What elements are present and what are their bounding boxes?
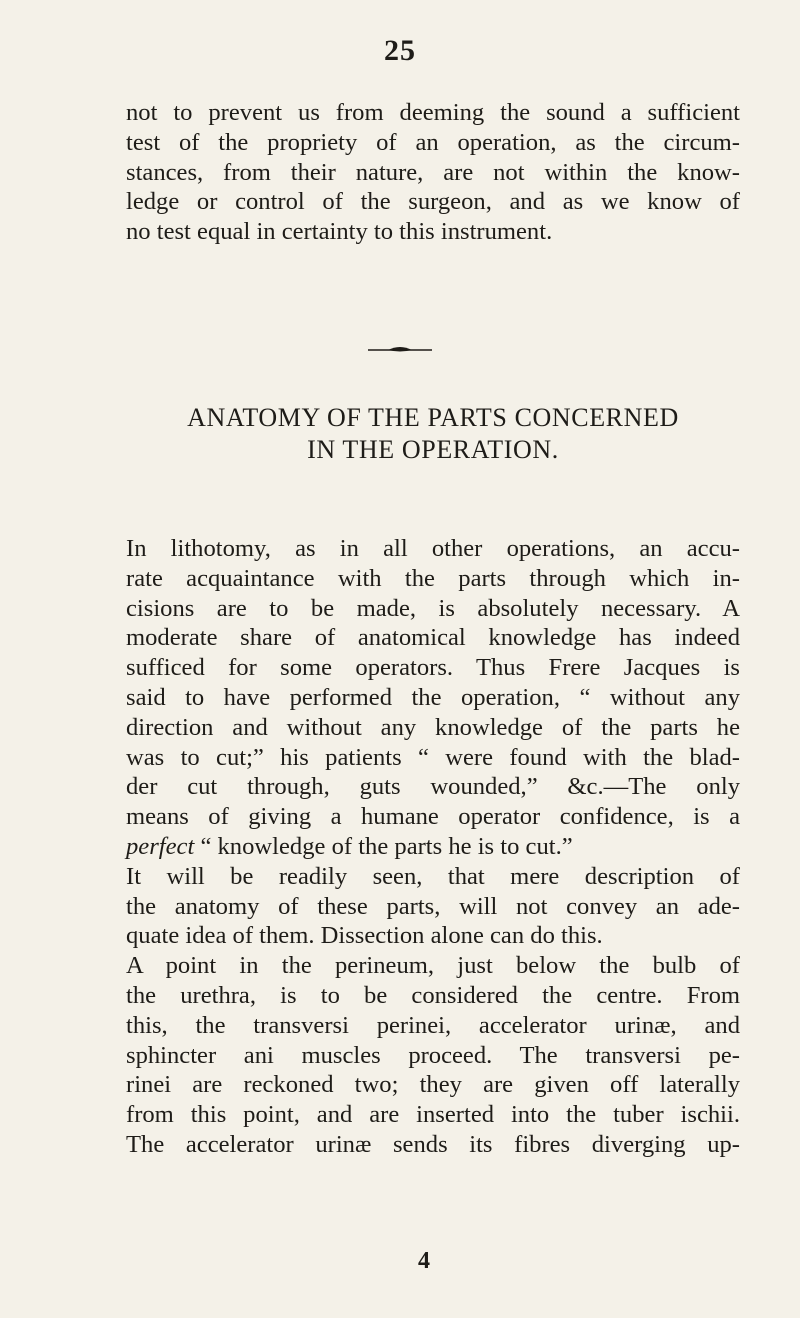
- signature-mark: 4: [418, 1248, 430, 1274]
- italic-word: perfect: [126, 832, 195, 860]
- text-line: was to cut;” his patients “ were found with the blad-: [126, 743, 740, 771]
- text-line: the urethra, is to be considered the centre. From: [126, 981, 740, 1009]
- text-line: der cut through, guts wounded,” &c.—The only: [126, 773, 740, 801]
- text-line: rinei are reckoned two; they are given off laterally: [126, 1071, 740, 1099]
- text-line: from this point, and are inserted into the tuber ischii.: [126, 1101, 740, 1129]
- text-line: ledge or control of the surgeon, and as we know of: [126, 188, 740, 216]
- text-line: cisions are to be made, is absolutely necessary. A: [126, 594, 740, 622]
- heading-line-1: ANATOMY OF THE PARTS CONCERNED: [187, 403, 679, 432]
- text-line: rate acquaintance with the parts through which in-: [126, 564, 740, 592]
- page-number: 25: [384, 34, 416, 67]
- text-line: sphincter ani muscles proceed. The transversi pe-: [126, 1041, 740, 1069]
- text-line: moderate share of anatomical knowledge has indeed: [126, 624, 740, 652]
- text-line: the anatomy of these parts, will not convey an ade-: [126, 892, 740, 920]
- text-line: [126, 832, 740, 862]
- opening-paragraph: [126, 98, 740, 247]
- heading-line-2: IN THE OPERATION.: [307, 435, 559, 464]
- text-line: test of the propriety of an operation, as the circum-: [126, 128, 740, 156]
- text-line: said to have performed the operation, “ without any: [126, 683, 740, 711]
- text-line: quate idea of them. Dissection alone can do this.: [126, 922, 603, 950]
- text-line-rest: “ knowledge of the parts he is to cut.”: [194, 832, 573, 860]
- text-line: no test equal in certainty to this instrument.: [126, 218, 553, 246]
- text-line: means of giving a humane operator confidence, is a: [126, 803, 740, 831]
- text-line: In lithotomy, as in all other operations, an accu-: [126, 535, 740, 562]
- text-line: The accelerator urinæ sends its fibres diverging up-: [126, 1130, 740, 1158]
- text-line: direction and without any knowledge of the parts he: [126, 713, 740, 741]
- section-heading: [126, 402, 740, 466]
- text-line: sufficed for some operators. Thus Frere Jacques is: [126, 654, 740, 682]
- text-line: this, the transversi perinei, accelerator urinæ, and: [126, 1011, 740, 1039]
- body-paragraph: [126, 534, 740, 1160]
- text-line: A point in the perineum, just below the bulb of: [126, 952, 740, 980]
- text-line: It will be readily seen, that mere description of: [126, 862, 740, 890]
- text-line: not to prevent us from deeming the sound a sufficient: [126, 99, 740, 126]
- ornament-rule-icon: [366, 342, 434, 356]
- text-line: stances, from their nature, are not within the know-: [126, 158, 740, 186]
